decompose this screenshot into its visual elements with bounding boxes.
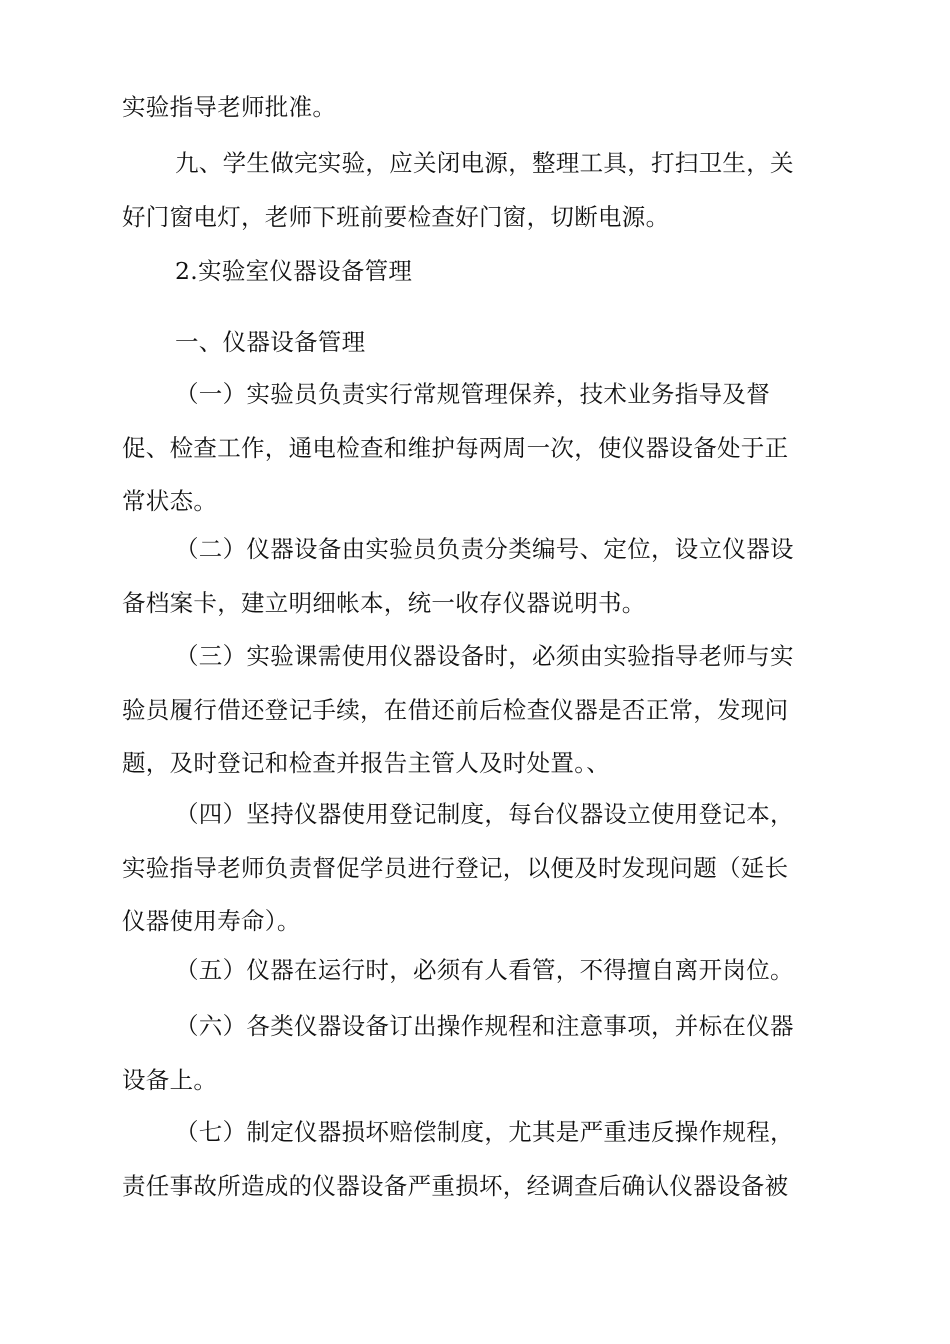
paragraph-clause-5	[122, 944, 842, 998]
text-line: 好门窗电灯，老师下班前要检查好门窗，切断电源。	[122, 202, 670, 231]
text-line: 设备上。	[122, 1065, 218, 1094]
text-line: （五）仪器在运行时，必须有人看管，不得擅自离开岗位。	[175, 956, 794, 984]
text-line: （三）实验课需使用仪器设备时，必须由实验指导老师与实	[175, 642, 794, 670]
paragraph-item-nine	[122, 137, 842, 244]
text-line: （四）坚持仪器使用登记制度，每台仪器设立使用登记本，	[175, 800, 794, 828]
text-line: 备档案卡，建立明细帐本，统一收存仪器说明书。	[122, 588, 646, 617]
paragraph-clause-3	[122, 630, 842, 791]
text-line: （二）仪器设备由实验员负责分类编号、定位，设立仪器设	[175, 535, 794, 563]
paragraph-approval	[122, 81, 842, 135]
text-line: 验员履行借还登记手续，在借还前后检查仪器是否正常，发现问	[122, 695, 789, 724]
text-line: 一、仪器设备管理	[175, 328, 366, 356]
paragraph-clause-6	[122, 1000, 842, 1107]
text-line: 常状态。	[122, 487, 218, 515]
text-line: 仪器使用寿命）。	[122, 907, 301, 935]
text-line: 实验指导老师负责督促学员进行登记，以便及时发现问题（延长	[122, 853, 789, 882]
text-line: （六）各类仪器设备订出操作规程和注意事项，并标在仪器	[175, 1012, 794, 1040]
text-line: 题，及时登记和检查并报告主管人及时处置。、	[122, 749, 611, 777]
text-line: （一）实验员负责实行常规管理保养，技术业务指导及督	[175, 380, 770, 408]
section-heading	[122, 245, 842, 299]
paragraph-clause-2	[122, 523, 842, 630]
text-line: （七）制定仪器损坏赔偿制度，尤其是严重违反操作规程，	[175, 1118, 794, 1146]
text-line: 实验指导老师批准。	[122, 93, 337, 121]
paragraph-clause-4	[122, 788, 842, 949]
text-line: 责任事故所造成的仪器设备严重损坏，经调查后确认仪器设备被	[122, 1171, 789, 1200]
paragraph-clause-1	[122, 368, 842, 529]
text-line: 促、检查工作，通电检查和维护每两周一次，使仪器设备处于正	[122, 433, 789, 462]
text-line: 2.实验室仪器设备管理	[175, 257, 413, 285]
text-line: 九、学生做完实验，应关闭电源，整理工具，打扫卫生，关	[175, 149, 794, 177]
paragraph-clause-7	[122, 1106, 842, 1213]
subsection-heading	[122, 316, 842, 370]
